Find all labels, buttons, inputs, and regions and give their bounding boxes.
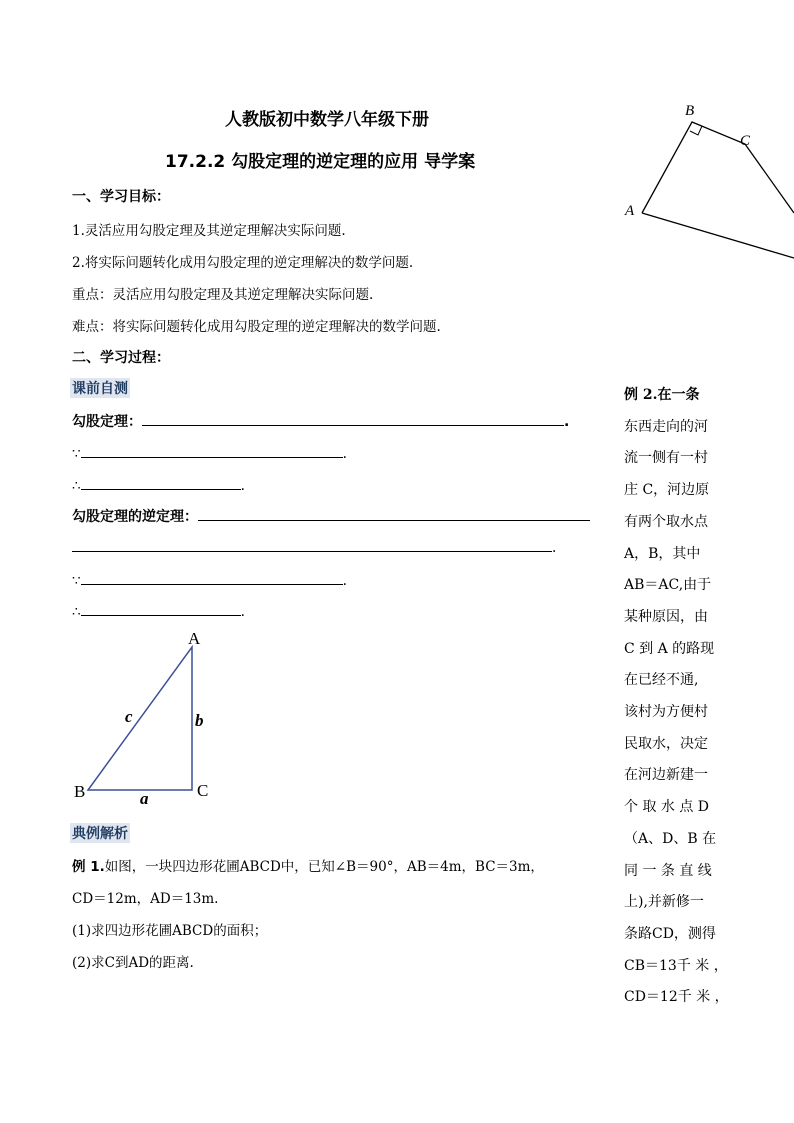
example-1-question-2: (2)求C到AD的距离. — [72, 955, 194, 971]
therefore-line: ∴ . — [72, 475, 245, 494]
quadrilateral-figure — [620, 95, 794, 265]
example-2-line: A，B，其中 — [624, 545, 701, 562]
example-2-line: 同 一 条 直 线 — [624, 862, 712, 879]
because-line-2: ∵ . — [72, 570, 347, 589]
example-2-line: CB＝13千 米 ， — [624, 957, 728, 974]
quad-vertex-b-label: B — [685, 103, 695, 119]
vertex-c-label: C — [197, 781, 209, 800]
quad-base — [642, 213, 794, 258]
example-2-line: 该村为方便村 — [624, 704, 708, 721]
example-2-line: 个 取 水 点 D — [624, 799, 710, 816]
example-1-question-1: (1)求四边形花圃ABCD的面积； — [72, 923, 268, 939]
objectives-heading: 一、学习目标： — [72, 189, 170, 205]
example-2-line: 民取水，决定 — [624, 735, 708, 752]
quad-vertex-a-label: A — [625, 203, 635, 219]
converse-line-2: . — [72, 537, 556, 556]
objective-2: 2.将实际问题转化成用勾股定理的逆定理解决的数学问题. — [72, 255, 414, 271]
example-2-line: 东西走向的河 — [624, 418, 708, 435]
difficult-point: 难点：将实际问题转化成用勾股定理的逆定理解决的数学问题. — [72, 319, 441, 335]
converse-label: 勾股定理的逆定理： — [72, 506, 590, 526]
vertex-a-label: A — [188, 629, 201, 648]
answer-line[interactable] — [81, 601, 241, 616]
example-2-line: 条路CD，测得 — [624, 925, 716, 942]
theorem-label: 勾股定理： . — [72, 411, 569, 431]
right-triangle-figure — [60, 625, 230, 810]
example-2-line: C 到 A 的路现 — [624, 640, 715, 657]
page-title: 人教版初中数学八年级下册 — [225, 110, 429, 130]
answer-line[interactable] — [198, 506, 590, 521]
triangle-shape — [88, 647, 192, 790]
example-2-line: AB＝AC,由于 — [624, 577, 712, 594]
examples-heading: 典例解析 — [70, 823, 130, 843]
answer-line[interactable] — [142, 411, 564, 426]
example-2-line: 庄 C，河边原 — [624, 482, 710, 499]
example-1-line-1: 例 1.如图，一块四边形花圃ABCD中，已知∠B＝90°，AB＝4m，BC＝3m， — [72, 859, 544, 875]
example-2-line: CD＝12千 米 ， — [624, 989, 729, 1006]
right-angle-mark — [690, 126, 702, 135]
example-2-column — [624, 380, 729, 1014]
because-line: ∵ . — [72, 443, 347, 462]
preclass-heading: 课前自测 — [70, 378, 130, 398]
example-2-line: 有两个取水点 — [624, 513, 708, 530]
quad-sides — [642, 122, 794, 213]
answer-line[interactable] — [81, 570, 343, 585]
side-a-label: a — [140, 789, 149, 808]
example-2-line: 例 2.在一条 — [624, 387, 700, 403]
vertex-b-label: B — [74, 782, 86, 801]
example-2-line: （A、D、B 在 — [624, 830, 717, 847]
example-2-line: 上),并新修一 — [624, 894, 704, 911]
side-b-label: b — [195, 711, 204, 730]
answer-line[interactable] — [81, 443, 343, 458]
example-1-line-2: CD＝12m，AD＝13m. — [72, 891, 219, 907]
answer-line[interactable] — [81, 475, 241, 490]
therefore-line-2: ∴ . — [72, 601, 245, 620]
objective-1: 1.灵活应用勾股定理及其逆定理解决实际问题. — [72, 223, 346, 239]
example-2-line: 某种原因，由 — [624, 608, 708, 625]
example-2-line: 流一侧有一村 — [624, 450, 708, 467]
example-2-line: 在河边新建一 — [624, 767, 708, 784]
lesson-title: 17.2.2 勾股定理的逆定理的应用 导学案 — [165, 152, 476, 172]
example-2-line: 在已经不通, — [624, 672, 699, 689]
quad-vertex-c-label: C — [740, 133, 751, 149]
process-heading: 二、学习过程： — [72, 350, 170, 366]
side-c-label: c — [125, 707, 133, 726]
key-point: 重点：灵活应用勾股定理及其逆定理解决实际问题. — [72, 287, 374, 303]
answer-line[interactable] — [72, 537, 552, 552]
